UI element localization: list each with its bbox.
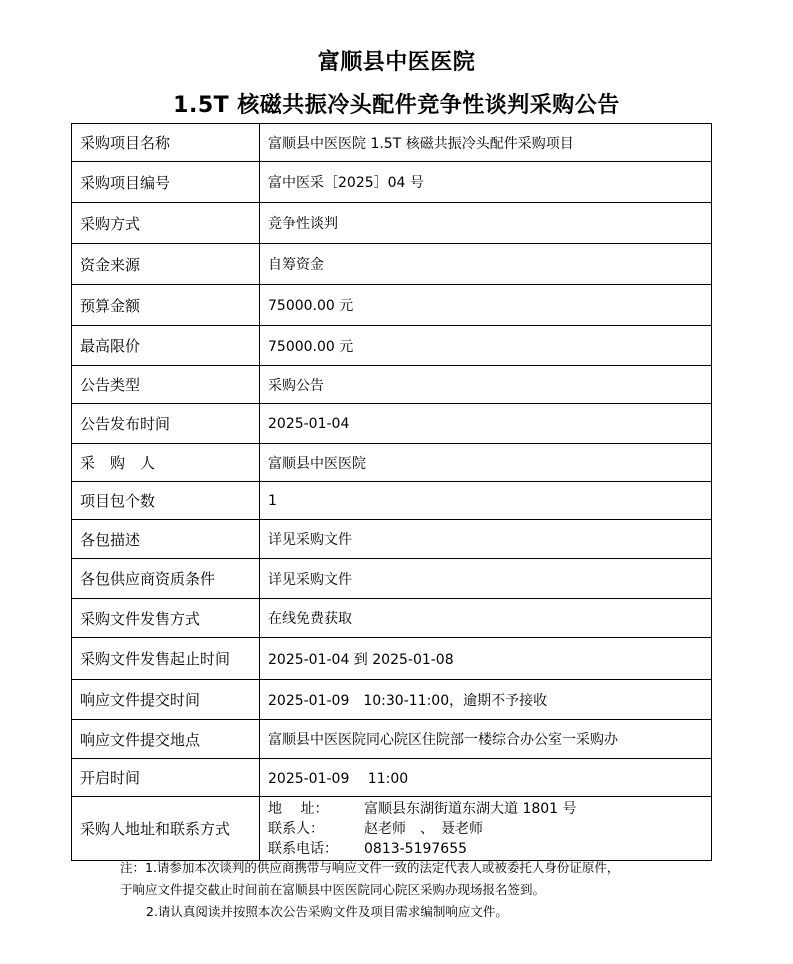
row-label: 采 购 人 <box>72 444 260 482</box>
document-title: 富顺县中医医院 <box>317 50 476 75</box>
row-label: 公告发布时间 <box>72 404 260 444</box>
row-value: 采购公告 <box>260 366 712 404</box>
row-value: 2025-01-09 11:00 <box>260 759 712 797</box>
row-label: 开启时间 <box>72 759 260 797</box>
table-row <box>72 759 712 797</box>
phone-line <box>268 839 711 859</box>
row-value: 详见采购文件 <box>260 559 712 599</box>
row-value: 2025-01-09 10:30-11:00，逾期不予接收 <box>260 680 712 720</box>
table-row <box>72 559 712 599</box>
table-row <box>72 285 712 326</box>
row-label: 各包描述 <box>72 520 260 559</box>
row-label: 响应文件提交地点 <box>72 720 260 759</box>
row-value: 2025-01-04 <box>260 404 712 444</box>
table-row <box>72 599 712 638</box>
row-value: 75000.00 元 <box>260 285 712 326</box>
row-value: 竞争性谈判 <box>260 203 712 244</box>
address-key: 地 址： <box>268 800 329 817</box>
note-line-1: 注：1.请参加本次谈判的供应商携带与响应文件一致的法定代表人或被委托人身份证原件， <box>120 860 620 875</box>
table-row <box>72 720 712 759</box>
row-value: 自筹资金 <box>260 244 712 285</box>
row-value: 2025-01-04 到 2025-01-08 <box>260 638 712 680</box>
phone-key: 联系电话： <box>268 840 338 857</box>
row-value: 75000.00 元 <box>260 326 712 366</box>
row-label: 公告类型 <box>72 366 260 404</box>
row-label: 采购文件发售起止时间 <box>72 638 260 680</box>
table-row <box>72 244 712 285</box>
table-row <box>72 520 712 559</box>
address-value: 富顺县东湖街道东湖大道 1801 号 <box>364 800 577 817</box>
procurement-info-table <box>71 123 712 861</box>
table-row <box>72 444 712 482</box>
table-row <box>72 124 712 162</box>
row-value: 在线免费获取 <box>260 599 712 638</box>
contact-label: 采购人地址和联系方式 <box>72 797 260 861</box>
contact-info <box>260 797 712 861</box>
notes <box>120 857 619 923</box>
row-label: 最高限价 <box>72 326 260 366</box>
table-row <box>72 638 712 680</box>
contact-person-value: 赵老师 、 聂老师 <box>364 820 483 837</box>
row-label: 响应文件提交时间 <box>72 680 260 720</box>
address-line <box>268 799 711 819</box>
row-value: 富顺县中医医院 <box>260 444 712 482</box>
contact-row <box>72 797 712 861</box>
contact-person-key: 联系人： <box>268 820 324 837</box>
table-row <box>72 680 712 720</box>
row-label: 采购项目编号 <box>72 162 260 203</box>
row-label: 各包供应商资质条件 <box>72 559 260 599</box>
table-row <box>72 482 712 520</box>
row-label: 采购方式 <box>72 203 260 244</box>
row-label: 采购项目名称 <box>72 124 260 162</box>
row-label: 预算金额 <box>72 285 260 326</box>
phone-value: 0813-5197655 <box>364 840 468 857</box>
table-row <box>72 404 712 444</box>
contact-person-line <box>268 819 711 839</box>
table-row <box>72 326 712 366</box>
row-label: 采购文件发售方式 <box>72 599 260 638</box>
row-value: 富中医采［2025］04 号 <box>260 162 712 203</box>
note-line-2: 于响应文件提交截止时间前在富顺县中医医院同心院区采购办现场报名签到。 <box>120 882 546 897</box>
row-label: 资金来源 <box>72 244 260 285</box>
table-row <box>72 366 712 404</box>
row-value: 1 <box>260 482 712 520</box>
row-value: 富顺县中医医院同心院区住院部一楼综合办公室一采购办 <box>260 720 712 759</box>
row-value: 富顺县中医医院 1.5T 核磁共振冷头配件采购项目 <box>260 124 712 162</box>
table-row <box>72 162 712 203</box>
document-subtitle: 1.5T 核磁共振冷头配件竞争性谈判采购公告 <box>173 93 620 118</box>
note-line-3: 2.请认真阅读并按照本次公告采购文件及项目需求编制响应文件。 <box>146 904 508 919</box>
row-value: 详见采购文件 <box>260 520 712 559</box>
row-label: 项目包个数 <box>72 482 260 520</box>
table-row <box>72 203 712 244</box>
